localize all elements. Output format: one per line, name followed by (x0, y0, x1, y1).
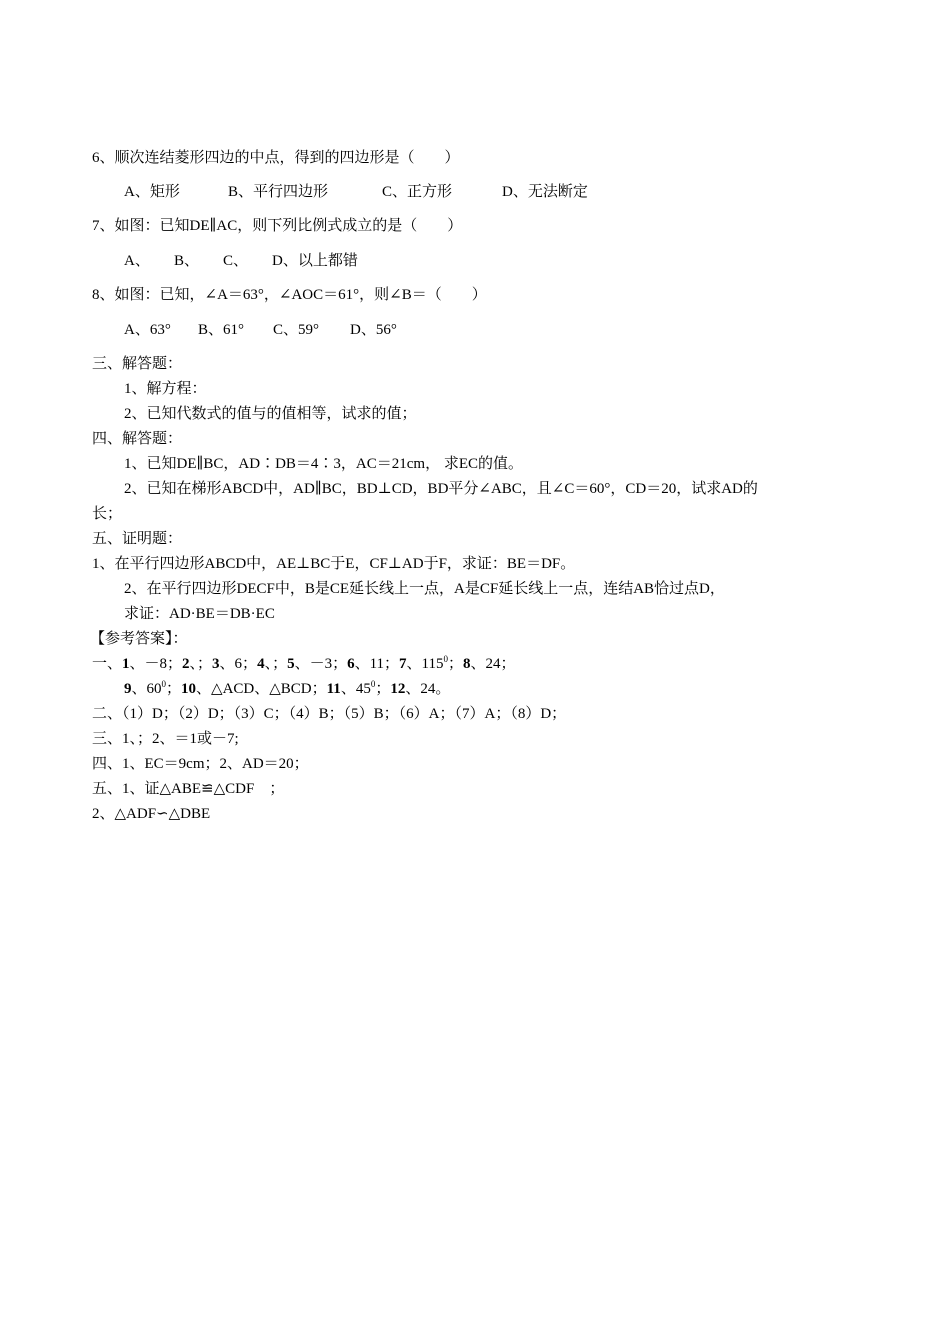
question-7-option-c: C、 (223, 253, 249, 269)
question-6-option-b: B、平行四边形 (228, 184, 329, 200)
answer-number: 2 (182, 656, 190, 672)
section-3-title: 三、解答题： (92, 356, 183, 372)
section-3-item-1: 1、解方程： (124, 381, 207, 397)
answer-text: 、115 (406, 656, 444, 672)
question-8-options (0, 320, 950, 340)
question-7-option-b: B、 (174, 253, 200, 269)
answers-row-5: 四、1、EC＝9cm；2、AD＝20； (92, 756, 309, 772)
section-3-item-2: 2、已知代数式的值与的值相等，试求的值； (124, 406, 417, 422)
section-5-item-2: 2、在平行四边形DECF中，B是CE延长线上一点，A是CF延长线上一点，连结AB恰过点D， (124, 581, 725, 597)
section-4-item-2: 2、已知在梯形ABCD中，AD∥BC，BD⊥CD，BD平分∠ABC，且∠C＝60°，CD＝20，试求AD的 (124, 481, 758, 497)
question-8-option-c: C、59° (273, 322, 320, 338)
section-5-title: 五、证明题： (92, 531, 183, 547)
answers-row-1 (92, 654, 516, 674)
answer-superscript: 0 (370, 679, 376, 689)
answer-text: 、24。 (405, 681, 451, 697)
section-4-item-2-continued: 长； (92, 506, 123, 522)
question-8-option-a: A、63° (124, 322, 171, 338)
answers-row-6: 五、1、证△ABE≌△CDF ； (92, 781, 285, 797)
answer-text: ； (166, 681, 182, 697)
question-8-stem: 8、如图：已知，∠A＝63°，∠AOC＝61°，则∠B＝（ ） (92, 287, 487, 303)
section-5-item-1: 1、在平行四边形ABCD中，AE⊥BC于E，CF⊥AD于F，求证：BE＝DF。 (92, 556, 576, 572)
question-7-options (0, 251, 950, 271)
answers-row-2 (124, 679, 450, 699)
answer-text: 、； (264, 656, 288, 672)
question-6-stem: 6、顺次连结菱形四边的中点，得到的四边形是（ ） (92, 150, 460, 166)
answers-title: 【参考答案】： (90, 631, 188, 647)
question-6-option-a: A、矩形 (124, 184, 180, 200)
answer-text: 、－3； (294, 656, 348, 672)
answer-superscript: 0 (161, 679, 167, 689)
answer-number: 3 (212, 656, 220, 672)
answer-text: 、11； (354, 656, 400, 672)
answer-number: 9 (124, 681, 132, 697)
question-6-option-d: D、无法断定 (502, 184, 588, 200)
question-6-option-c: C、正方形 (382, 184, 453, 200)
question-6-options (0, 182, 950, 202)
answer-number: 1 (122, 656, 130, 672)
answer-number: 5 (287, 656, 295, 672)
answer-number: 6 (347, 656, 355, 672)
answer-number: 7 (399, 656, 407, 672)
answer-number: 12 (390, 681, 406, 697)
answer-text: 、24； (470, 656, 516, 672)
answers-row-1-prefix: 一、 (92, 656, 123, 672)
question-8-option-b: B、61° (198, 322, 245, 338)
answers-row-7: 2、△ADF∽△DBE (92, 806, 211, 822)
section-5-item-2-prove: 求证：AD·BE＝DB·EC (124, 606, 275, 622)
question-8-option-d: D、56° (350, 322, 397, 338)
section-4-title: 四、解答题： (92, 431, 183, 447)
answer-text: ； (375, 681, 391, 697)
answer-number: 8 (463, 656, 471, 672)
answer-number: 4 (257, 656, 265, 672)
answer-number: 10 (181, 681, 197, 697)
answer-text: 、6； (219, 656, 258, 672)
answer-text: 、； (189, 656, 213, 672)
answers-row-4: 三、1、；2、＝1或－7; (92, 731, 239, 747)
answers-row-3: 二、（1）D；（2）D；（3）C；（4）B；（5）B；（6）A；（7）A；（8）D； (92, 706, 567, 722)
answer-text: 、60 (131, 681, 162, 697)
section-4-item-1: 1、已知DE∥BC，AD∶DB＝4∶3，AC＝21cm， 求EC的值。 (124, 456, 524, 472)
answer-number: 11 (326, 681, 341, 697)
answer-superscript: 0 (443, 654, 448, 664)
answer-text: ； (448, 656, 464, 672)
question-7-option-d: D、以上都错 (272, 253, 358, 269)
question-7-option-a: A、 (124, 253, 150, 269)
answer-text: 、－8； (129, 656, 183, 672)
answer-text: 、45 (340, 681, 371, 697)
answer-text: 、△ACD、△BCD； (196, 681, 327, 697)
question-7-stem: 7、如图：已知DE∥AC，则下列比例式成立的是（ ） (92, 218, 463, 234)
